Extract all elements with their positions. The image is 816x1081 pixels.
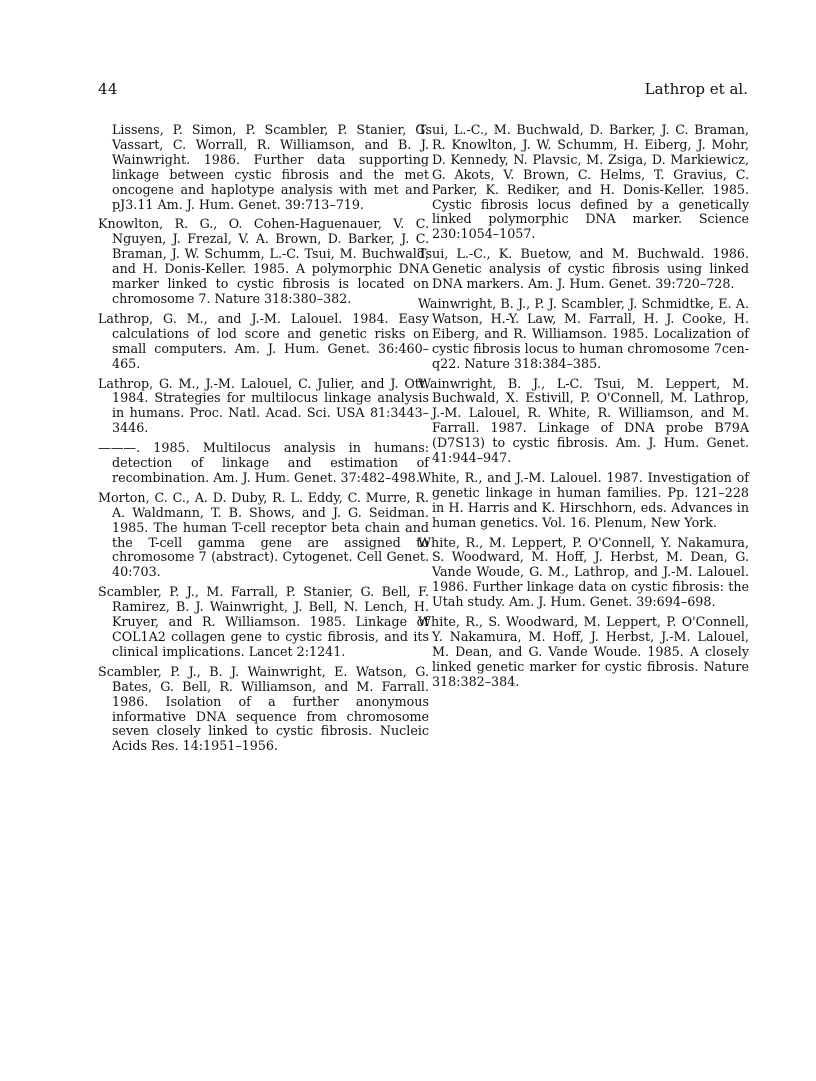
page-header (0, 0, 816, 110)
reference-entry: Wainwright, B. J., P. J. Scambler, J. Schmidtke, E. A. Watson, H.-Y. Law, M. Farrall, H. J. Cooke, H. Eiberg, and R. Williamson. 1985. Localization of cystic fibrosis locus to human chromosome 7cen-q22. Nature 318:384–385. (418, 295, 749, 371)
reference-entry: Tsui, L.-C., K. Buetow, and M. Buchwald. 1986. Genetic analysis of cystic fibrosis using linked DNA markers. Am. J. Hum. Genet. 39:720–728. (418, 246, 749, 292)
reference-entry: Knowlton, R. G., O. Cohen-Haguenauer, V. C. Nguyen, J. Frezal, V. A. Brown, D. Barker, J. C. Braman, J. W. Schumm, L.-C. Tsui, M. Buchwald, and H. Donis-Keller. 1985. A polymorphic DNA marker linked to cystic fibrosis is located on chromosome 7. Nature 318:380–382. (98, 216, 429, 306)
reference-entry: White, R., M. Leppert, P. O'Connell, Y. Nakamura, S. Woodward, M. Hoff, J. Herbst, M. Dean, G. Vande Woude, G. M., Lathrop, and J.-M. Lalouel. 1986. Further linkage data on cystic fibrosis: the Utah study. Am. J. Hum. Genet. 39:694–698. (418, 534, 749, 610)
page-number: 44 (98, 80, 118, 98)
reference-entry: Scambler, P. J., M. Farrall, P. Stanier, G. Bell, F. Ramirez, B. J. Wainwright, J. Bell, N. Lench, H. Kruyer, and R. Williamson. 1985. Linkage of COL1A2 collagen gene to cystic fibrosis, and its clinical implications. Lancet 2:1241. (98, 584, 429, 659)
reference-entry: Lathrop, G. M., J.-M. Lalouel, C. Julier, and J. Ott. 1984. Strategies for multilocus linkage analysis in humans. Proc. Natl. Acad. Sci. USA 81:3443–3446. (98, 375, 429, 436)
reference-entry: White, R., S. Woodward, M. Leppert, P. O'Connell, Y. Nakamura, M. Hoff, J. Herbst, J.-M. Lalouel, M. Dean, and G. Vande Woude. 1985. A closely linked genetic marker for cystic fibrosis. Nature 318:382–384. (418, 614, 749, 689)
references-right-column (418, 123, 749, 695)
references-left-column (98, 123, 429, 759)
reference-entry: Scambler, P. J., B. J. Wainwright, E. Watson, G. Bates, G. Bell, R. Williamson, and M. Farrall. 1986. Isolation of a further anonymous informative DNA sequence from chromosome seven closely linked to cystic fibrosis. Nucleic Acids Res. 14:1951–1956. (98, 663, 429, 754)
reference-entry: Lissens, P. Simon, P. Scambler, P. Stanier, G. Vassart, C. Worrall, R. Williamson, and B. J. Wainwright. 1986. Further data supporting linkage between cystic fibrosis and the met oncogene and haplotype analysis with met and pJ3.11 Am. J. Hum. Genet. 39:713–719. (112, 122, 429, 212)
reference-entry: Morton, C. C., A. D. Duby, R. L. Eddy, C. Murre, R. A. Waldmann, T. B. Shows, and J. G. Seidman. 1985. The human T-cell receptor beta chain and the T-cell gamma gene are assigned to chromosome 7 (abstract). Cytogenet. Cell Genet. 40:703. (98, 489, 429, 580)
running-head: Lathrop et al. (644, 80, 748, 98)
reference-entry: Tsui, L.-C., M. Buchwald, D. Barker, J. C. Braman, R. Knowlton, J. W. Schumm, H. Eiberg, J. Mohr, D. Kennedy, N. Plavsic, M. Zsiga, D. Markiewicz, G. Akots, V. Brown, C. Helms, T. Gravius, C. Parker, K. Rediker, and H. Donis-Keller. 1985. Cystic fibrosis locus defined by a genetically linked polymorphic DNA marker. Science 230:1054–1057. (418, 122, 749, 242)
reference-entry: Wainwright, B. J., L-C. Tsui, M. Leppert, M. Buchwald, X. Estivill, P. O'Connell, M. Lathrop, J.-M. Lalouel, R. White, R. Williamson, and M. Farrall. 1987. Linkage of DNA probe B79A (D7S13) to cystic fibrosis. Am. J. Hum. Genet. 41:944–947. (418, 375, 749, 466)
reference-entry: Lathrop, G. M., and J.-M. Lalouel. 1984. Easy calculations of lod score and genetic risks on small computers. Am. J. Hum. Genet. 36:460–465. (98, 310, 429, 371)
reference-entry: ———. 1985. Multilocus analysis in humans: detection of linkage and estimation of recombination. Am. J. Hum. Genet. 37:482–498. (98, 440, 429, 485)
reference-entry: White, R., and J.-M. Lalouel. 1987. Investigation of genetic linkage in human families. Pp. 121–228 in H. Harris and K. Hirschhorn, eds. Advances in human genetics. Vol. 16. Plenum, New York. (418, 469, 749, 530)
